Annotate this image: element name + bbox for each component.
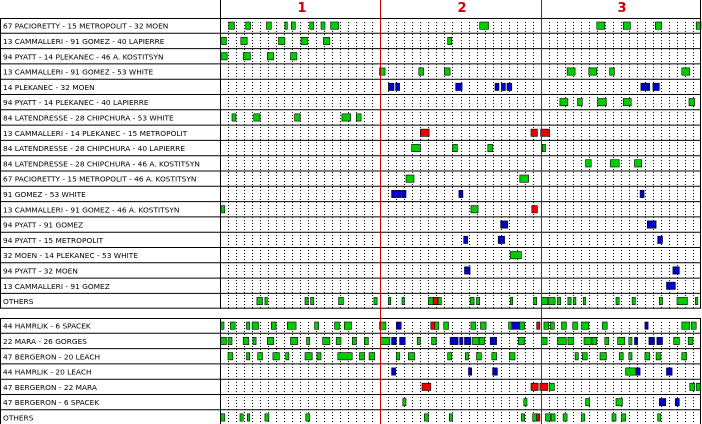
shift-segment xyxy=(649,337,655,344)
shift-segment xyxy=(521,414,524,421)
shift-segment xyxy=(431,322,435,329)
shift-segment xyxy=(456,83,462,90)
shift-segment xyxy=(612,414,616,421)
shift-segment xyxy=(629,337,632,344)
shift-segment xyxy=(533,414,537,421)
shift-segment xyxy=(645,353,650,360)
row-label: 32 MOEN - 14 PLEKANEC - 53 WHITE xyxy=(3,251,138,261)
row xyxy=(3,352,687,361)
shift-segment xyxy=(247,414,249,421)
panel-frame xyxy=(1,319,701,424)
shift-segment xyxy=(338,353,352,360)
row xyxy=(3,83,659,92)
shift-segment xyxy=(567,68,575,75)
row xyxy=(3,37,452,46)
shift-segment xyxy=(222,206,225,213)
shift-segment xyxy=(568,337,574,344)
shift-segment xyxy=(610,160,619,167)
shift-segment xyxy=(301,37,307,44)
row xyxy=(3,159,642,168)
shift-segment xyxy=(243,53,250,60)
period-labels xyxy=(297,1,626,16)
shift-segment xyxy=(592,337,597,344)
row xyxy=(3,282,675,291)
shift-segment xyxy=(287,322,296,329)
shift-segment xyxy=(582,322,589,329)
row xyxy=(3,383,700,392)
shift-segment xyxy=(339,297,344,304)
row xyxy=(3,22,701,31)
shift-segment xyxy=(534,297,537,304)
row xyxy=(3,98,695,107)
shift-segment xyxy=(470,297,474,304)
shift-segment xyxy=(271,322,276,329)
shift-segment xyxy=(626,368,636,375)
shift-segment xyxy=(619,353,623,360)
shift-segment xyxy=(364,337,368,344)
shift-segment xyxy=(510,252,521,259)
shift-segment xyxy=(586,160,592,167)
shift-segment xyxy=(453,144,458,151)
shift-segment xyxy=(501,221,508,228)
row-label: OTHERS xyxy=(3,413,34,423)
row xyxy=(3,322,696,331)
shift-segment xyxy=(509,353,515,360)
shift-segment xyxy=(695,297,697,304)
shift-segment xyxy=(448,353,452,360)
shift-segment xyxy=(240,414,243,421)
shift-segment xyxy=(222,53,228,60)
shift-segment xyxy=(247,353,250,360)
shift-segment xyxy=(586,399,590,406)
shift-segment xyxy=(369,353,375,360)
shift-segment xyxy=(471,206,478,213)
shift-segment xyxy=(691,322,696,329)
shift-segment xyxy=(310,22,314,29)
shift-segment xyxy=(460,337,463,344)
shift-segment xyxy=(477,353,482,360)
shift-segment xyxy=(265,414,269,421)
shift-segment xyxy=(267,337,273,344)
shift-segment xyxy=(531,383,538,390)
shift-segment xyxy=(635,160,642,167)
shift-segment xyxy=(252,322,258,329)
shift-segment xyxy=(291,22,295,29)
shift-segment xyxy=(645,322,648,329)
shift-segment xyxy=(520,322,525,329)
row xyxy=(3,297,698,306)
shift-segment xyxy=(558,297,561,304)
shift-segment xyxy=(257,297,263,304)
shift-segment xyxy=(510,297,512,304)
shift-segment xyxy=(582,353,587,360)
shift-segment xyxy=(408,353,414,360)
shift-segment xyxy=(481,322,487,329)
row-label: 94 PYATT - 32 MOEN xyxy=(3,266,78,276)
row-label: 13 CAMMALLERI - 91 GOMEZ xyxy=(3,281,110,291)
row-label: 47 BERGERON - 22 MARA xyxy=(3,382,97,392)
row-label: 84 LATENDRESSE - 28 CHIPCHURA - 53 WHITE xyxy=(3,113,174,123)
shift-segment xyxy=(465,337,471,344)
shift-segment xyxy=(636,368,640,375)
shift-segment xyxy=(635,337,638,344)
shift-segment xyxy=(477,297,480,304)
shift-segment xyxy=(291,53,297,60)
shift-segment xyxy=(605,337,609,344)
shift-segment xyxy=(388,83,394,90)
shift-segment xyxy=(243,337,249,344)
shift-segment xyxy=(402,297,404,304)
shift-segment xyxy=(449,414,452,421)
row-label: 94 PYATT - 14 PLEKANEC - 46 A. KOSTITSYN xyxy=(3,52,164,62)
row xyxy=(3,68,690,77)
shift-segment xyxy=(392,337,397,344)
shift-segment xyxy=(396,322,401,329)
shift-segment xyxy=(228,337,232,344)
shift-segment xyxy=(575,353,578,360)
shift-segment xyxy=(305,297,308,304)
shift-segment xyxy=(396,353,399,360)
shift-segment xyxy=(469,368,472,375)
row-label: 94 PYATT - 14 PLEKANEC - 40 LAPIERRE xyxy=(3,98,149,108)
shift-segment xyxy=(656,353,661,360)
shift-segment xyxy=(682,353,687,360)
shift-segment xyxy=(550,383,555,390)
shift-segment xyxy=(279,37,285,44)
shift-segment xyxy=(229,22,235,29)
shift-segment xyxy=(254,114,260,121)
shift-segment xyxy=(444,322,449,329)
row xyxy=(3,251,521,260)
shift-segment xyxy=(311,297,314,304)
shift-segment xyxy=(541,129,550,136)
shift-segment xyxy=(509,322,512,329)
row-label: 94 PYATT - 15 METROPOLIT xyxy=(3,235,104,245)
shift-segment xyxy=(380,337,390,344)
shift-segment xyxy=(342,114,351,121)
shift-segment xyxy=(228,353,233,360)
row xyxy=(3,221,656,230)
shift-segment xyxy=(537,322,540,329)
row xyxy=(3,144,546,153)
shift-segment xyxy=(396,83,400,90)
period-label-2: 2 xyxy=(457,1,467,16)
shift-segment xyxy=(542,337,548,344)
shift-segment xyxy=(629,353,632,360)
shift-segment xyxy=(480,337,485,344)
shift-segment xyxy=(356,114,361,121)
shift-segment xyxy=(450,337,458,344)
shift-segment xyxy=(352,337,356,344)
period-label-3: 3 xyxy=(617,1,627,16)
shift-segment xyxy=(419,68,424,75)
row xyxy=(3,205,537,214)
shift-segment xyxy=(374,297,377,304)
shift-segment xyxy=(674,337,680,344)
shift-segment xyxy=(551,414,555,421)
row-label: 13 CAMMALLERI - 91 GOMEZ - 40 LAPIERRE xyxy=(3,36,165,46)
shift-segment xyxy=(465,353,468,360)
shift-segment xyxy=(273,353,279,360)
row xyxy=(3,413,661,422)
shift-segment xyxy=(598,99,607,106)
shift-segment xyxy=(498,236,504,243)
shift-segment xyxy=(464,236,468,243)
shift-segment xyxy=(267,53,273,60)
shift-segment xyxy=(221,337,227,344)
shift-segment xyxy=(445,68,451,75)
row xyxy=(3,175,529,184)
shift-segment xyxy=(306,414,310,421)
shift-segment xyxy=(520,175,529,182)
shift-segment xyxy=(689,99,695,106)
row-label: 91 GOMEZ - 53 WHITE xyxy=(3,190,86,199)
shift-segment xyxy=(550,322,554,329)
row-label: 67 PACIORETTY - 15 METROPOLIT - 32 MOEN xyxy=(3,21,169,31)
shift-segment xyxy=(323,337,330,344)
shift-segment xyxy=(647,221,656,228)
shift-segment xyxy=(622,414,626,421)
row-label: 13 CAMMALLERI - 91 GOMEZ - 53 WHITE xyxy=(3,67,154,77)
shift-segment xyxy=(232,114,236,121)
shift-segment xyxy=(247,322,250,329)
shift-segment xyxy=(417,337,420,344)
shift-segment xyxy=(471,322,476,329)
shift-segment xyxy=(435,322,439,329)
shift-segment xyxy=(230,322,235,329)
shift-segment xyxy=(558,337,567,344)
shift-segment xyxy=(412,144,421,151)
shift-segment xyxy=(501,83,505,90)
shift-segment xyxy=(406,175,414,182)
shift-segment xyxy=(388,297,390,304)
shift-segment xyxy=(336,337,341,344)
shift-segment xyxy=(360,353,365,360)
row-label: 13 CAMMALLERI - 91 GOMEZ - 46 A. KOSTITSYN xyxy=(3,205,180,215)
shift-segment xyxy=(584,337,591,344)
shift-segment xyxy=(512,322,520,329)
shift-segment xyxy=(677,297,687,304)
row-label: 47 BERGERON - 6 SPACEK xyxy=(3,398,100,408)
shift-segment xyxy=(438,297,441,304)
shift-segment xyxy=(488,144,493,151)
shift-segment xyxy=(246,22,251,29)
shift-segment xyxy=(578,99,583,106)
shift-segment xyxy=(433,297,438,304)
shift-segment xyxy=(221,322,224,329)
shift-segment xyxy=(323,37,329,44)
shift-segment xyxy=(658,414,661,421)
shift-segment xyxy=(422,383,431,390)
shift-segment xyxy=(267,22,272,29)
shift-segment xyxy=(573,322,578,329)
shift-segment xyxy=(675,399,679,406)
row xyxy=(3,236,663,245)
shift-segment xyxy=(688,337,693,344)
shift-segment xyxy=(696,383,700,390)
period-label-1: 1 xyxy=(297,1,307,16)
shift-segment xyxy=(253,337,256,344)
shift-segment xyxy=(560,99,568,106)
shift-segment xyxy=(563,414,567,421)
row xyxy=(3,114,361,123)
shift-segment xyxy=(495,83,499,90)
shift-segment xyxy=(432,337,437,344)
shift-segment xyxy=(392,368,396,375)
shift-segment xyxy=(640,190,644,197)
row-label: 47 BERGERON - 20 LEACH xyxy=(3,352,101,362)
shift-segment xyxy=(690,383,695,390)
shift-segment xyxy=(610,68,615,75)
row xyxy=(3,190,644,199)
shift-segment xyxy=(400,337,406,344)
shift-segment xyxy=(589,68,597,75)
shift-segment xyxy=(331,22,339,29)
shift-segment xyxy=(653,83,659,90)
shift-segment xyxy=(658,236,663,243)
row-label: 13 CAMMALLERI - 14 PLEKANEC - 15 METROPOLIT xyxy=(3,128,188,138)
shift-segment xyxy=(544,322,549,329)
shift-segment xyxy=(317,353,321,360)
row xyxy=(3,337,693,346)
row-label: 67 PACIORETTY - 15 METROPOLIT - 46 A. KOSTITSYN xyxy=(3,174,197,184)
shift-segment xyxy=(507,83,512,90)
row xyxy=(3,52,297,61)
shift-segment xyxy=(659,399,665,406)
shift-segment xyxy=(518,337,524,344)
shift-segment xyxy=(285,22,287,29)
shift-segment xyxy=(673,267,679,274)
shift-segment xyxy=(616,399,622,406)
shift-segment xyxy=(321,22,325,29)
row-label: 14 PLEKANEC - 32 MOEN xyxy=(3,82,95,92)
shift-segment xyxy=(295,114,301,121)
shift-segment xyxy=(682,322,690,329)
shift-segment xyxy=(465,267,471,274)
shift-segment xyxy=(492,353,497,360)
shift-segment xyxy=(335,322,340,329)
shift-segment xyxy=(305,353,312,360)
shift-segment xyxy=(532,206,538,213)
shift-segment xyxy=(315,322,319,329)
shift-segment xyxy=(659,297,662,304)
row xyxy=(3,368,672,377)
shift-segment xyxy=(428,297,433,304)
shift-segment xyxy=(597,22,605,29)
shift-segment xyxy=(549,297,555,304)
shift-segment xyxy=(682,68,690,75)
shift-segment xyxy=(641,83,650,90)
row xyxy=(3,398,679,407)
shift-segment xyxy=(582,414,585,421)
shift-segment xyxy=(531,129,537,136)
shift-segment xyxy=(448,37,452,44)
shift-segment xyxy=(258,353,263,360)
shift-segment xyxy=(600,353,606,360)
shift-segment xyxy=(562,322,567,329)
row-label: 44 HAMRLIK - 20 LEACH xyxy=(3,367,92,377)
shift-segment xyxy=(490,337,496,344)
shift-segment xyxy=(524,399,527,406)
shift-segment xyxy=(403,399,406,406)
shift-segment xyxy=(402,190,406,197)
shift-segment xyxy=(424,414,428,421)
shift-segment xyxy=(618,337,625,344)
shift-segment xyxy=(546,414,551,421)
shift-segment xyxy=(307,337,310,344)
shift-segment xyxy=(623,99,631,106)
shift-segment xyxy=(655,22,661,29)
shift-segment xyxy=(493,368,498,375)
shift-segment xyxy=(542,297,548,304)
shift-segment xyxy=(291,337,298,344)
shift-segment xyxy=(616,297,619,304)
row-label: 22 MARA - 26 GORGES xyxy=(3,336,87,346)
shift-segment xyxy=(657,337,663,344)
row-label: OTHERS xyxy=(3,297,34,307)
shift-segment xyxy=(542,144,545,151)
dot-grid xyxy=(228,22,694,308)
row-label: 84 LATENDRESSE - 28 CHIPCHURA - 46 A. KOSTITSYN xyxy=(3,159,200,169)
shift-segment xyxy=(632,297,635,304)
shift-segment xyxy=(667,282,676,289)
shift-segment xyxy=(459,190,463,197)
shift-segment xyxy=(241,37,247,44)
shift-segment xyxy=(344,322,351,329)
shift-segment xyxy=(286,353,289,360)
row-label: 84 LATENDRESSE - 28 CHIPCHURA - 40 LAPIERRE xyxy=(3,144,185,154)
shift-segment xyxy=(392,190,402,197)
shift-segment xyxy=(623,22,630,29)
shift-segment xyxy=(667,368,673,375)
shift-segment xyxy=(221,414,225,421)
row xyxy=(3,266,679,275)
shift-segment xyxy=(420,129,429,136)
row-label: 44 HAMRLIK - 6 SPACEK xyxy=(3,321,91,331)
shift-segment xyxy=(473,337,479,344)
shift-segment xyxy=(583,297,585,304)
shift-segment xyxy=(602,322,607,329)
shift-segment xyxy=(265,297,267,304)
shift-segment xyxy=(537,414,540,421)
shift-segment xyxy=(222,37,227,44)
shift-segment xyxy=(480,22,489,29)
shift-segment xyxy=(574,297,576,304)
shift-segment xyxy=(568,297,571,304)
row-label: 94 PYATT - 91 GOMEZ xyxy=(3,220,84,230)
